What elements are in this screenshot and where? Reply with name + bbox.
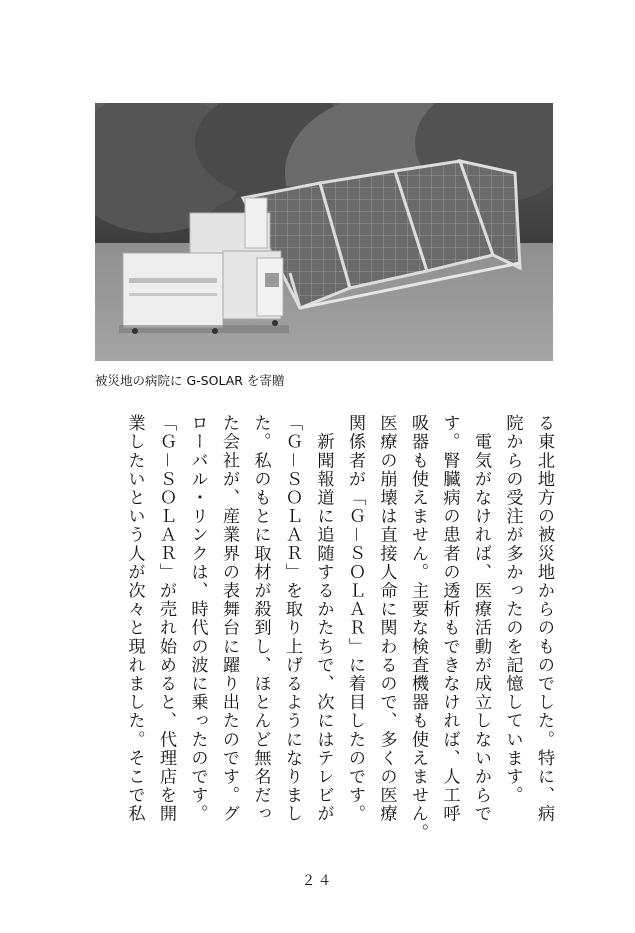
solar-generator-photo	[95, 103, 553, 361]
text-column: す。腎臓病の患者の透析もできなければ、人工呼	[439, 414, 460, 824]
text-column: た会社が、産業界の表舞台に躍り出たのです。グ	[219, 414, 239, 824]
vertical-body-text	[123, 414, 556, 854]
text-column: 電気がなければ、医療活動が成立しないからで	[471, 414, 491, 824]
text-column: 医療の崩壊は直接人命に関わるので、多くの医療	[376, 414, 397, 824]
text-column: 吸器も使えません。主要な検査機器も使えません。	[408, 414, 428, 842]
text-column: た。私のもとに取材が殺到し、ほとんど無名だっ	[250, 414, 271, 824]
text-column: 院からの受注が多かったのを記憶しています。	[502, 414, 523, 805]
text-column: 「Ｇ－ＳＯＬＡＲ」を取り上げるようになりまし	[282, 414, 302, 824]
text-column: ローバル・リンクは、時代の波に乗ったのです。	[187, 414, 208, 824]
page-number: ２４	[301, 873, 334, 889]
text-column: 「Ｇ－ＳＯＬＡＲ」が売れ始めると、代理店を開	[156, 414, 176, 824]
text-column: 業したいという人が次々と現れました。そこで私	[124, 414, 145, 824]
photo-caption: 被災地の病院に G-SOLAR を寄贈	[95, 373, 285, 388]
text-column: る東北地方の被災地からのものでした。特に、病	[534, 414, 554, 824]
text-column: 関係者が「Ｇ－ＳＯＬＡＲ」に着目したのです。	[345, 414, 365, 824]
text-column: 新聞報道に追随するかたちで、次にはテレビが	[313, 414, 334, 824]
